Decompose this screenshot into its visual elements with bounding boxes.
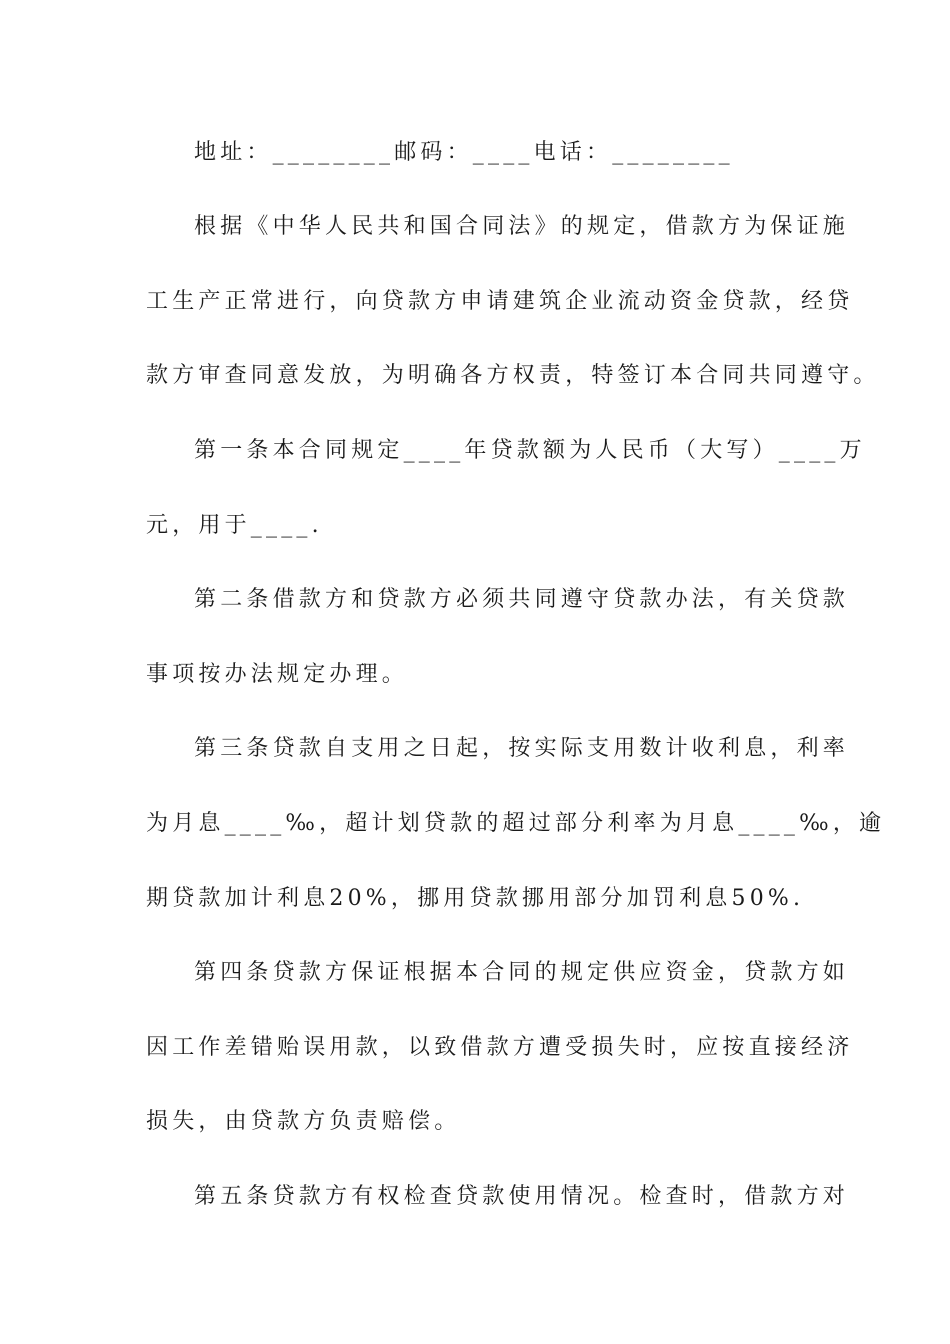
article-3-line: 为月息____‰，超计划贷款的超过部分利率为月息____‰，逾 xyxy=(146,811,886,836)
article-5-line: 第五条贷款方有权检查贷款使用情况。检查时，借款方对 xyxy=(194,1184,850,1209)
article-2-line: 事项按办法规定办理。 xyxy=(146,662,409,687)
address-line: 地址：________邮码：____电话：________ xyxy=(194,140,734,165)
article-1-line: 元，用于____. xyxy=(146,513,323,538)
paragraph-line: 款方审查同意发放，为明确各方权责，特签订本合同共同遵守。 xyxy=(146,363,880,388)
article-3-line: 期贷款加计利息20%，挪用贷款挪用部分加罚利息50%. xyxy=(146,886,805,911)
article-4-line: 第四条贷款方保证根据本合同的规定供应资金，贷款方如 xyxy=(194,960,850,985)
article-2-line: 第二条借款方和贷款方必须共同遵守贷款办法，有关贷款 xyxy=(194,587,850,612)
paragraph-line: 工生产正常进行，向贷款方申请建筑企业流动资金贷款，经贷 xyxy=(146,289,854,314)
article-3-line: 第三条贷款自支用之日起，按实际支用数计收利息，利率 xyxy=(194,736,850,761)
article-4-line: 损失，由贷款方负责赔偿。 xyxy=(146,1109,461,1134)
paragraph-line: 根据《中华人民共和国合同法》的规定，借款方为保证施 xyxy=(194,214,850,239)
article-1-line: 第一条本合同规定____年贷款额为人民币（大写）____万 xyxy=(194,438,866,463)
article-4-line: 因工作差错贻误用款，以致借款方遭受损失时，应按直接经济 xyxy=(146,1035,854,1060)
